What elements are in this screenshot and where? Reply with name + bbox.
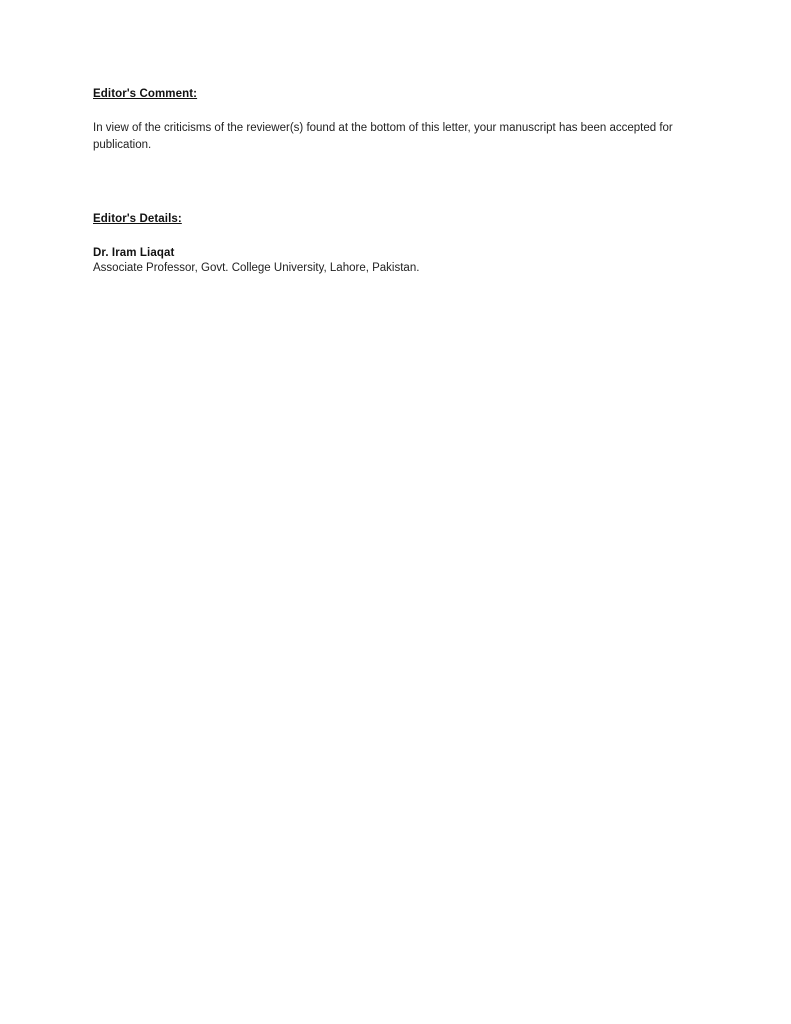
document-content: [93, 88, 693, 276]
editor-name: Dr. Iram Liaqat: [93, 247, 175, 259]
editor-comment-heading: Editor's Comment:: [93, 88, 198, 100]
spacer: [93, 225, 693, 247]
spacer: [93, 100, 693, 120]
editor-details-heading: Editor's Details:: [93, 213, 182, 225]
spacer: [93, 153, 693, 213]
editor-affiliation: Associate Professor, Govt. College University, Lahore, Pakistan.: [93, 262, 420, 274]
editor-comment-body: In view of the criticisms of the reviewer(s) found at the bottom of this letter, your manuscript has been accepted for publication.: [93, 122, 673, 151]
